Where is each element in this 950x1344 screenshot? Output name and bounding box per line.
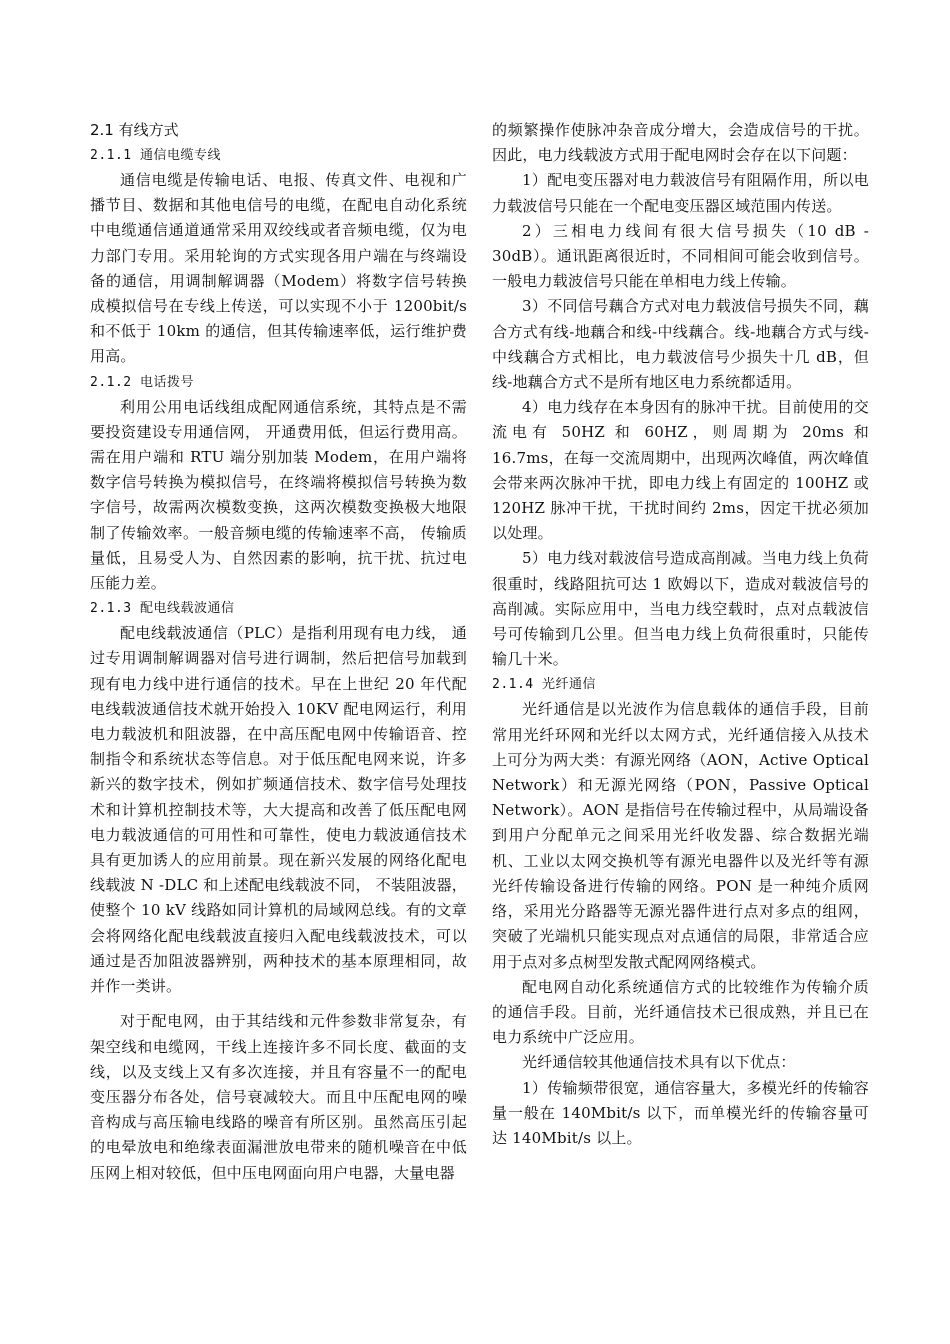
fiber-list-item-1: 1）传输频带很宽，通信容量大，多模光纤的传输容量一般在 140Mbit/s 以下，而单模光纤的传输容量可达 140Mbit/s 以上。 [492,1078,869,1147]
right-column [492,118,869,1151]
subsection-heading-2-1-4: 2.1.4 光纤通信 [492,677,596,693]
paragraph-plc-continued: 的频繁操作使脉冲杂音成分增大，会造成信号的干扰。因此，电力线载波方式用于配电网时会存在以下问题： [492,121,869,165]
subsection-heading-2-1-3: 2.1.3 配电线载波通信 [90,601,235,617]
subsection-heading-2-1-2: 2.1.2 电话拨号 [90,374,194,390]
list-item-2: 2）三相电力线间有很大信号损失（10 dB - 30dB）。通讯距离很近时，不同相间可能会收到信号。一般电力载波信号只能在单相电力线上传输。 [492,221,869,291]
paragraph-plc-intro: 配电线载波通信（PLC）是指利用现有电力线， 通过专用调制解调器对信号进行调制，然后把信号加载到现有电力线中进行通信的技术。早在上世纪 20 年代配电线载波通信技术就开始投入 10KV 配电网运行，利用电力载波机和阻波器，在中高压配电网中传输语音、控制指令和系统状态等信息。对于低压配电网来说，许多新兴的数字技术，例如扩频通信技术、数字信号处理技术和计算机控制技术等，大大提高和改善了低压配电网电力载波通信的可用性和可靠性，使电力载波通信技术具有更加诱人的应用前景。现在新兴发展的网络化配电线载波 N -DLC 和上述配电线载波不同， 不装阻波器，使整个 10 kV 线路如同计算机的局域网总线。有的文章会将网络化配电线载波直接归入配电线载波技术，可以通过是否加阻波器辨别，两种技术的基本原理相同，故并作一类讲。 [90,624,467,996]
paragraph-fiber-intro: 光纤通信是以光波作为信息载体的通信手段，目前常用光纤环网和光纤以太网方式，光纤通信接入从技术上可分为两大类：有源光网络（AON，Active Optical Network）和无源光网络（PON，Passive Optical Network）。AON 是指信号在传输过程中，从局端设备到用户分配单元之间采用光纤收发器、综合数据光端机、工业以太网交换机等有源光电器件以及光纤等有源光纤传输设备进行传输的网络。PON 是一种纯介质网络，采用光分路器等无源光器件进行点对多点的组网，突破了光端机只能实现点对点通信的局限，非常适合应用于点对多点树型发散式配网网络模式。 [492,700,869,971]
paragraph-dialup: 利用公用电话线组成配网通信系统，其特点是不需要投资建设专用通信网， 开通费用低，但运行费用高。需在用户端和 RTU 端分别加装 Modem，在用户端将数字信号转换为模拟信号，在终端将模拟信号转换为数字信号，故需两次模数变换，这两次模数变换极大地限制了传输效率。一般音频电缆的传输速率不高， 传输质量低，且易受人为、自然因素的影响，抗干扰、抗过电压能力差。 [90,397,467,593]
list-item-3: 3）不同信号藕合方式对电力载波信号损失不同，藕合方式有线-地藕合和线-中线藕合。线-地藕合方式与线-中线藕合方式相比，电力载波信号少损失十几 dB，但线-地藕合方式不是所有地区电力系统都适用。 [492,297,869,392]
section-heading-2-1: 2.1 有线方式 [90,121,179,139]
paragraph-cable: 通信电缆是传输电话、电报、传真文件、电视和广播节目、数据和其他电信号的电缆，在配电自动化系统中电缆通信通道通常采用双绞线或者音频电缆，仅为电力部门专用。采用轮询的方式实现各用户端在与终端设备的通信，用调制解调器（Modem）将数字信号转换成模拟信号在专线上传送，可以实现不小于 1200bit/s 和不低于 10km 的通信，但其传输速率低，运行维护费用高。 [90,171,467,366]
paragraph-plc-noise: 对于配电网，由于其结线和元件参数非常复杂，有架空线和电缆网，干线上连接许多不同长度、截面的支线，以及支线上又有多次连接，并且有容量不一的配电变压器分布各处，信号衰减较大。而且中压配电网的噪音构成与高压输电线路的噪音有所区别。虽然高压引起的电晕放电和绝缘表面漏泄放电带来的随机噪音在中低压网上相对较低，但中压电网面向用户电器，大量电器 [90,1012,467,1182]
list-item-1: 1）配电变压器对电力载波信号有阻隔作用，所以电力载波信号只能在一个配电变压器区域范围内传送。 [492,171,869,215]
paragraph-fiber-comparison: 配电网自动化系统通信方式的比较维作为传输介质的通信手段。目前，光纤通信技术已很成熟，并且已在电力系统中广泛应用。 [492,977,869,1047]
paragraph-fiber-advantages: 光纤通信较其他通信技术具有以下优点： [522,1053,796,1072]
list-item-5: 5）电力线对载波信号造成高削减。当电力线上负荷很重时，线路阻抗可达 1 欧姆以下，造成对载波信号的高削减。实际应用中，当电力线空载时，点对点载波信号可传输到几公里。但当电力线上负荷很重时，只能传输几十米。 [492,549,869,669]
left-column [90,118,467,1186]
paragraph-gap [90,999,467,1009]
list-item-4: 4）电力线存在本身因有的脉冲干扰。目前使用的交流电有 50HZ 和 60HZ，则周期为 20ms 和 16.7ms，在每一交流周期中，出现两次峰值，两次峰值会带来两次脉冲干扰，即电力线上有固定的 100HZ 或 120HZ 脉冲干扰，干扰时间约 2ms，因定干扰必须加以处理。 [492,398,869,543]
subsection-heading-2-1-1: 2.1.1 通信电缆专线 [90,148,221,163]
